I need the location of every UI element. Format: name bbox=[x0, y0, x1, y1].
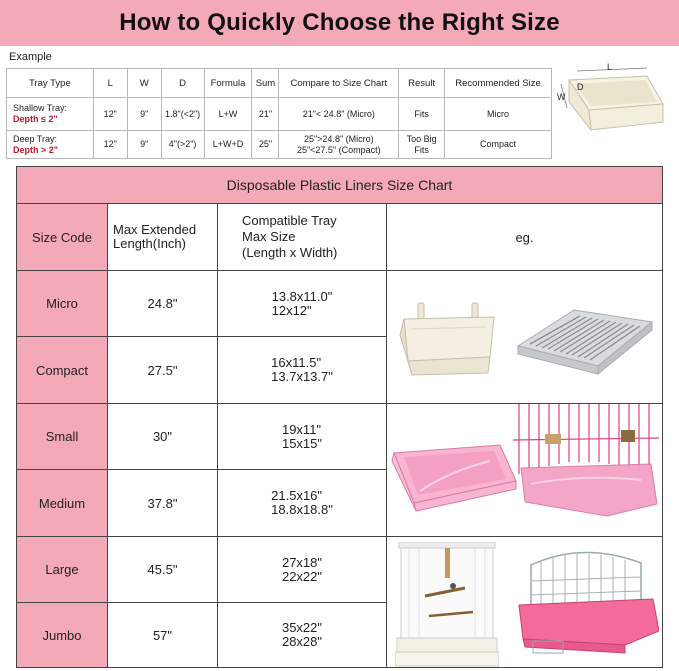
max-length-large: 45.5" bbox=[108, 537, 218, 603]
size-code-jumbo: Jumbo bbox=[17, 603, 108, 667]
tray-type-name: Deep Tray: bbox=[13, 133, 58, 144]
example-col-header: Sum bbox=[252, 69, 279, 98]
size-line: 28x28" bbox=[281, 634, 323, 649]
white-perch-cage-image bbox=[395, 542, 499, 668]
col-header-compatible-size bbox=[218, 204, 387, 271]
width-value: 9" bbox=[127, 131, 161, 159]
compatible-size-compact bbox=[218, 337, 387, 404]
example-col-header: Formula bbox=[204, 69, 252, 98]
tray-dim-l: L bbox=[607, 62, 613, 72]
size-line: 15x15" bbox=[281, 435, 323, 451]
size-line: 35x22" bbox=[281, 620, 323, 635]
col-header-line: Max Extended bbox=[113, 222, 197, 237]
size-code-medium: Medium bbox=[17, 470, 108, 537]
pink-lined-tray-image bbox=[390, 441, 518, 513]
wire-cage-pink-tray-image bbox=[513, 545, 659, 663]
col-header-line: Max Size bbox=[242, 229, 296, 244]
size-line: 16x11.5" bbox=[271, 355, 322, 370]
max-length-micro: 24.8" bbox=[108, 271, 218, 337]
col-header-max-length bbox=[108, 204, 218, 271]
tray-type-cell bbox=[7, 98, 94, 131]
max-length-jumbo: 57" bbox=[108, 603, 218, 667]
chart-title: Disposable Plastic Liners Size Chart bbox=[17, 167, 662, 204]
compatible-size-jumbo bbox=[218, 603, 387, 667]
compare-line: 25"<27.5" (Compact) bbox=[296, 144, 381, 155]
size-code-small: Small bbox=[17, 404, 108, 470]
length-value: 12" bbox=[93, 131, 127, 159]
size-line: 18.8x18.8" bbox=[271, 502, 333, 517]
result-line: Fits bbox=[414, 144, 429, 155]
formula-value: L+W bbox=[204, 98, 252, 131]
grey-grid-tray-image bbox=[514, 306, 654, 376]
width-value: 9" bbox=[127, 98, 161, 131]
compare-value bbox=[279, 131, 399, 159]
example-col-header: Tray Type bbox=[7, 69, 94, 98]
size-line: 13.8x11.0" bbox=[271, 288, 333, 304]
size-line: 27x18" bbox=[281, 554, 323, 570]
compatible-size-medium bbox=[218, 470, 387, 537]
size-line: 19x11" bbox=[281, 421, 322, 437]
tray-type-name: Shallow Tray: bbox=[13, 103, 68, 113]
col-header-line: Length(Inch) bbox=[113, 236, 186, 251]
example-col-header: Recommended Size bbox=[445, 69, 552, 98]
page-title: How to Quickly Choose the Right Size bbox=[119, 9, 560, 36]
depth-value: 1.8"(<2") bbox=[161, 98, 204, 131]
col-header-line: Compatible Tray bbox=[242, 213, 337, 228]
col-header-eg: eg. bbox=[387, 204, 662, 271]
size-code-micro: Micro bbox=[17, 271, 108, 337]
example-col-header: D bbox=[161, 69, 204, 98]
compare-line: 25">24.8" (Micro) bbox=[303, 133, 374, 144]
tray-depth-rule: Depth > 2" bbox=[13, 144, 59, 155]
example-col-header: Result bbox=[399, 69, 445, 98]
size-code-compact: Compact bbox=[17, 337, 108, 404]
compatible-size-micro bbox=[218, 271, 387, 337]
example-row-shallow bbox=[7, 98, 552, 131]
result-value bbox=[399, 98, 445, 131]
example-col-header: L bbox=[93, 69, 127, 98]
tray-dim-w: W bbox=[557, 92, 566, 102]
title-banner bbox=[0, 0, 679, 46]
max-length-medium: 37.8" bbox=[108, 470, 218, 537]
cream-hook-tray-image bbox=[394, 299, 512, 379]
tray-type-cell bbox=[7, 131, 94, 159]
pink-bird-cage-image bbox=[511, 404, 661, 536]
max-length-compact: 27.5" bbox=[108, 337, 218, 404]
compare-value bbox=[279, 98, 399, 131]
size-line: 12x12" bbox=[271, 302, 312, 318]
compatible-size-small bbox=[218, 404, 387, 470]
depth-value: 4"(>2") bbox=[161, 131, 204, 159]
example-row-deep bbox=[7, 131, 552, 159]
size-code-large: Large bbox=[17, 537, 108, 603]
example-col-header: Compare to Size Chart bbox=[279, 69, 399, 98]
example-label: Example bbox=[9, 51, 52, 63]
size-line: 13.7x13.7" bbox=[271, 369, 333, 384]
size-chart bbox=[16, 166, 663, 668]
size-chart-grid bbox=[17, 204, 662, 667]
example-col-header: W bbox=[127, 69, 161, 98]
result-line: Fits bbox=[414, 108, 429, 119]
size-line: 22x22" bbox=[281, 568, 323, 584]
compare-line: 21"< 24.8" (Micro) bbox=[302, 108, 375, 119]
compatible-size-large bbox=[218, 537, 387, 603]
example-table bbox=[6, 68, 552, 159]
tray-depth-rule: Depth ≤ 2" bbox=[13, 114, 58, 124]
result-value bbox=[399, 131, 445, 159]
recommended-size: Compact bbox=[445, 131, 552, 159]
tray-dim-d: D bbox=[577, 82, 584, 92]
sum-value: 21" bbox=[252, 98, 279, 131]
example-tray-image bbox=[555, 62, 677, 142]
example-header-row bbox=[7, 69, 552, 98]
col-header-size-code: Size Code bbox=[17, 204, 108, 271]
recommended-size: Micro bbox=[445, 98, 552, 131]
formula-value: L+W+D bbox=[204, 131, 252, 159]
result-line: Too Big bbox=[406, 133, 437, 144]
max-length-small: 30" bbox=[108, 404, 218, 470]
sum-value: 25" bbox=[252, 131, 279, 159]
length-value: 12" bbox=[93, 98, 127, 131]
size-line: 21.5x16" bbox=[271, 488, 323, 503]
col-header-line: (Length x Width) bbox=[242, 245, 338, 260]
